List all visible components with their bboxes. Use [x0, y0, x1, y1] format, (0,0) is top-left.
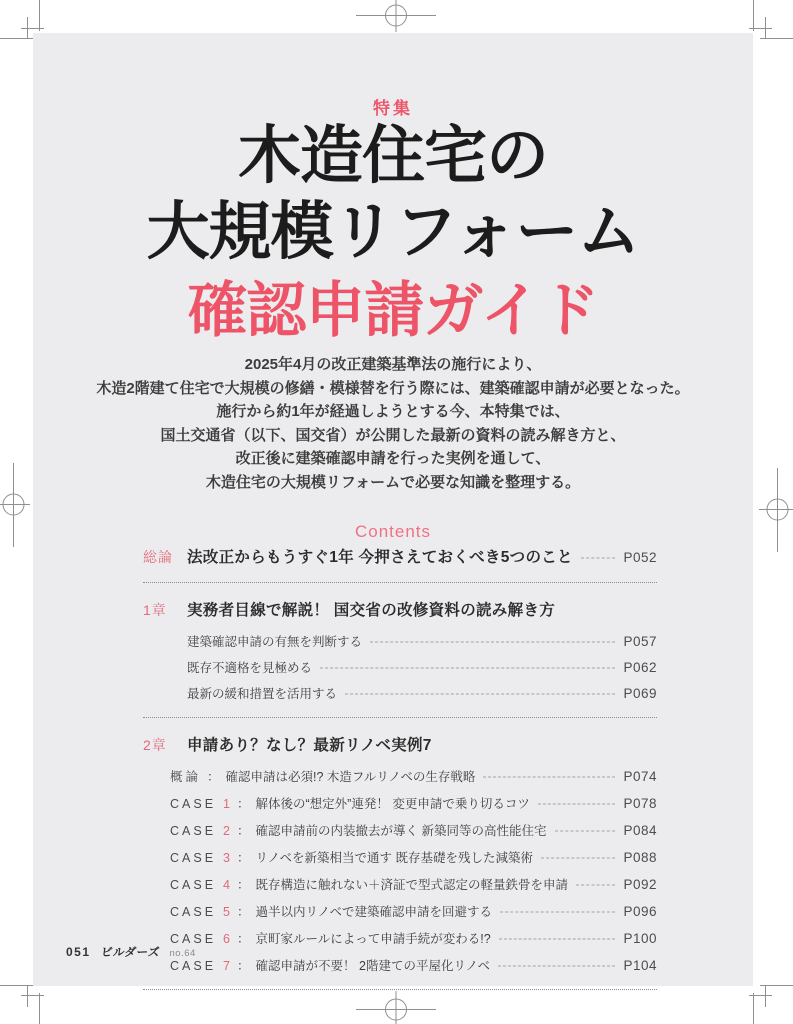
registration-mark-top: [356, 0, 436, 36]
toc-item-row: [170, 875, 657, 893]
item-number: 7: [223, 959, 231, 973]
item-label: CASE: [170, 797, 217, 811]
dotted-divider: [143, 717, 657, 718]
intro-line: 改正後に建築確認申請を行った実例を通して、: [235, 450, 551, 467]
item-separator: ：: [237, 824, 250, 838]
intro-text: [33, 353, 753, 494]
section-items: [187, 632, 657, 702]
registration-mark-left: [0, 463, 32, 547]
dotted-leader: [500, 912, 615, 913]
toc-item-row: [170, 848, 657, 866]
table-of-contents: [143, 540, 657, 1005]
item-label: CASE: [170, 824, 217, 838]
magazine-page: [33, 33, 753, 986]
page-number: P074: [623, 769, 657, 784]
section-label: 総論: [143, 549, 173, 565]
item-title: 確認申請は必須!? 木造フルリノベの生存戦略: [225, 770, 476, 784]
item-number: 2: [223, 824, 231, 838]
page-number: P088: [623, 850, 657, 865]
page-number: P104: [623, 958, 657, 973]
main-title-line-1: 木造住宅の: [238, 121, 548, 191]
item-number: 1: [223, 797, 231, 811]
dotted-divider: [143, 989, 657, 990]
dotted-leader: [555, 831, 616, 832]
item-separator: ：: [237, 959, 250, 973]
main-title-accent-line: 確認申請ガイド: [187, 277, 599, 344]
toc-section-heading: [143, 733, 657, 755]
page-number: P078: [623, 796, 657, 811]
dotted-leader: [345, 694, 615, 695]
dotted-leader: [370, 642, 615, 643]
dotted-leader: [320, 668, 615, 669]
page-number: P052: [623, 550, 657, 565]
toc-item-row: [170, 821, 657, 839]
item-number: 5: [223, 905, 231, 919]
feature-tag: 特集: [373, 99, 413, 118]
item-label: CASE: [170, 851, 217, 865]
item-label: CASE: [170, 905, 217, 919]
page-number: P096: [623, 904, 657, 919]
toc-item-row: [187, 684, 657, 702]
intro-line: 施行から約1年が経過しようとする今、本特集では、: [216, 403, 570, 420]
intro-line: 木造2階建て住宅で大規模の修繕・模様替を行う際には、建築確認申請が必要となった。: [96, 379, 690, 397]
toc-item-row: [187, 658, 657, 676]
dotted-leader: [581, 558, 616, 559]
toc-item-row: [170, 956, 657, 974]
item-title: 過半以内リノベで建築確認申請を回避する: [255, 905, 493, 919]
item-separator: ：: [207, 770, 220, 784]
item-title: 既存構造に触れない＋済証で型式認定の軽量鉄骨を申請: [255, 878, 569, 892]
toc-section-heading: [143, 598, 657, 620]
intro-line: 木造住宅の大規模リフォームで必要な知識を整理する。: [205, 473, 581, 491]
item-title: 既存不適格を見極める: [187, 661, 313, 675]
item-label: CASE: [170, 959, 217, 973]
item-title: 解体後の“想定外”連発！ 変更申請で乗り切るコツ: [255, 797, 530, 811]
item-title: 確認申請が不要！ 2階建ての平屋化リノベ: [255, 959, 490, 973]
item-title: リノベを新築相当で通す 既存基礎を残した減築術: [255, 851, 533, 865]
section-title: 法改正からもうすぐ1年 今押さえておくべき5つのこと: [187, 549, 573, 566]
dotted-leader: [499, 939, 616, 940]
section-label: 1章: [143, 602, 167, 618]
page-footer: [66, 944, 196, 960]
item-label: CASE: [170, 932, 217, 946]
item-separator: ：: [237, 878, 250, 892]
item-title: 最新の緩和措置を活用する: [187, 687, 338, 701]
dotted-leader: [541, 858, 615, 859]
page-number: P069: [623, 686, 657, 701]
item-number: 3: [223, 851, 231, 865]
toc-item-row: [187, 632, 657, 650]
page-number: P100: [623, 931, 657, 946]
intro-line: 国土交通省（以下、国交省）が公開した最新の資料の読み解き方と、: [160, 426, 626, 444]
dotted-leader: [538, 804, 616, 805]
item-title: 建築確認申請の有無を判断する: [187, 635, 363, 649]
dotted-leader: [483, 777, 615, 778]
page-number: P084: [623, 823, 657, 838]
toc-item-row: [170, 794, 657, 812]
folio-number: 051: [66, 945, 91, 959]
toc-item-row: [170, 902, 657, 920]
item-title: 京町家ルールによって申請手続が変わる!?: [255, 932, 491, 946]
item-title: 確認申請前の内装撤去が導く 新築同等の高性能住宅: [255, 824, 547, 838]
contents-heading: Contents: [354, 522, 432, 541]
section-label: 2章: [143, 737, 167, 753]
magazine-logo: ビルダーズ: [99, 947, 161, 959]
item-number: 4: [223, 878, 231, 892]
toc-item-row: [170, 767, 657, 785]
item-separator: ：: [237, 851, 250, 865]
dotted-divider: [143, 582, 657, 583]
section-title: 実務者目線で解説！ 国交省の改修資料の読み解き方: [187, 602, 556, 619]
item-label: CASE: [170, 878, 217, 892]
toc-section-heading: [143, 545, 657, 567]
dotted-leader: [576, 885, 615, 886]
page-number: P057: [623, 634, 657, 649]
item-separator: ：: [237, 797, 250, 811]
item-number: 6: [223, 932, 231, 946]
registration-mark-right: [755, 468, 793, 552]
page-number: P092: [623, 877, 657, 892]
page-number: P062: [623, 660, 657, 675]
intro-line: 2025年4月の改正建築基準法の施行により、: [244, 356, 542, 373]
section-title: 申請あり？なし？最新リノベ実例7: [187, 737, 432, 754]
main-title-line-2: 大規模リフォーム: [146, 197, 640, 267]
issue-number: no.64: [169, 948, 196, 959]
toc-item-row: [170, 929, 657, 947]
dotted-leader: [498, 966, 616, 967]
item-separator: ：: [237, 905, 250, 919]
item-label: 概論: [170, 770, 202, 784]
item-separator: ：: [237, 932, 250, 946]
